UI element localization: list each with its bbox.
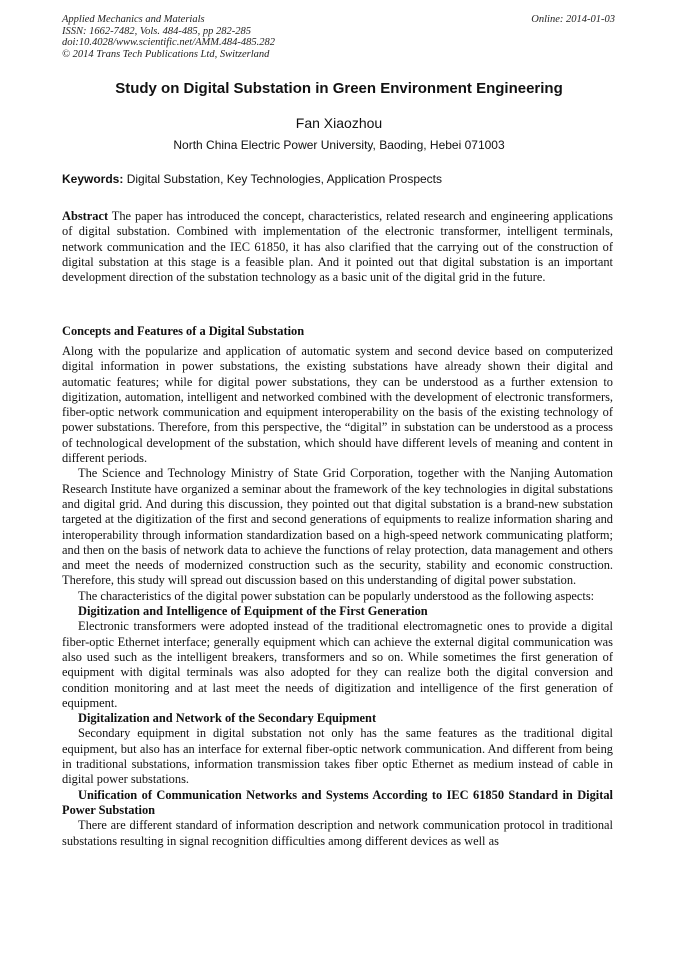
subheading-2: Digitalization and Network of the Secondary Equipment — [78, 711, 377, 726]
keywords-label: Keywords: — [62, 172, 124, 186]
subheading-3: Unification of Communication Networks and Systems According to IEC 61850 Standard in Digital Power Substation — [62, 787, 613, 817]
abstract-text: The paper has introduced the concept, characteristics, related research and engineering applications of digital substation. Combined with implementation of the electronic transformer, intelligent terminals, network communication and the IEC 61850, it has also clarified that the carrying out of the construction of digital substation at this stage is a feasible plan. And it pointed out that digital substation is an important development direction of the substation technology as a basic unit of the digital grid in the future. — [62, 209, 613, 285]
paragraph-5: Secondary equipment in digital substation not only has the same features as the traditional digital equipment, but also has an interface for external fiber-optic network communication. And different from being in traditional substations, information transmission takes fiber optic Ethernet as medium instead of cable in digital power substations. — [62, 726, 613, 787]
online-date: Online: 2014-01-03 — [531, 14, 615, 25]
abstract-block — [62, 209, 613, 285]
keywords-line — [62, 172, 442, 186]
abstract-label: Abstract — [62, 209, 109, 223]
paragraph-1: Along with the popularize and application of automatic system and second device based on computerized digital information in power substations, the existing substations have already shown their digital and automatic features; while for digital power substations, they can be understood as a further extension to digitization, automation, intelligent and networked combined with the development of electronic transformers, fiber-optic network communication and equipment interoperability on the basis of the existing technology of power substations. Therefore, from this perspective, the “digital” in substation can be understood as a process of technological development of the substation, which should have different levels of meaning and content in different periods. — [62, 344, 613, 466]
paper-title: Study on Digital Substation in Green Environment Engineering — [115, 80, 563, 97]
doi-link[interactable]: doi:10.4028/www.scientific.net/AMM.484-485.282 — [62, 37, 275, 49]
journal-name: Applied Mechanics and Materials — [62, 14, 205, 25]
paragraph-6: There are different standard of information description and network communication protocol in traditional substations resulting in signal recognition difficulties among different devices as well as — [62, 818, 613, 848]
paragraph-2: The Science and Technology Ministry of State Grid Corporation, together with the Nanjing Automation Research Institute have organized a seminar about the framework of the key technologies in digital substations and digital grid. And during this discussion, they pointed out that digital substation is a brand-new substation targeted at the digitization of the first and second generations of equipments to realize information sharing and interoperability through information standardization based on a high-speed network communicating platform; and then on the basis of network data to achieve the functions of relay protection, data management and others and meet the needs of modernized construction such as the security, stability and economic construction. Therefore, this study will spread out discussion based on this understanding of digital power substation. — [62, 466, 613, 588]
subheading-1: Digitization and Intelligence of Equipment of the First Generation — [78, 604, 428, 619]
publication-info — [62, 14, 275, 60]
affiliation: North China Electric Power University, Baoding, Hebei 071003 — [173, 138, 505, 152]
section-heading: Concepts and Features of a Digital Substation — [62, 324, 305, 338]
issn-line: ISSN: 1662-7482, Vols. 484-485, pp 282-285 — [62, 25, 251, 37]
paragraph-3: The characteristics of the digital power substation can be popularly understood as the following aspects: — [78, 588, 595, 603]
keywords-text: Digital Substation, Key Technologies, Application Prospects — [126, 172, 443, 186]
paragraph-4: Electronic transformers were adopted instead of the traditional electromagnetic ones to provide a digital fiber-optic Ethernet interface; generally equipment which can achieve the external digital communication was also used such as the intelligent breakers, transformers and so on. While sometimes the first generation of equipment with digital terminals was also adopted for they can realize both the digital conversion and condition monitoring and at last meet the needs of digitization and intelligence of the first generation of equipment. — [62, 619, 613, 710]
section-body — [62, 344, 613, 849]
author-name: Fan Xiaozhou — [295, 115, 383, 131]
copyright-line: © 2014 Trans Tech Publications Ltd, Switzerland — [62, 48, 270, 60]
